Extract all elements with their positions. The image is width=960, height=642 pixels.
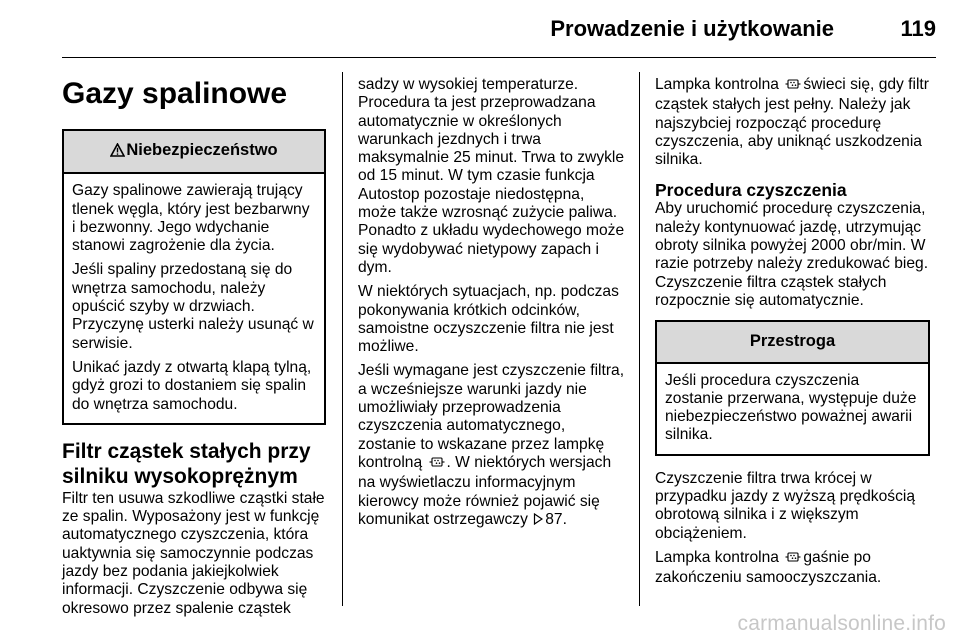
- column-3: [655, 76, 930, 594]
- header-rule: [62, 57, 936, 58]
- body-paragraph: [655, 76, 930, 169]
- warning-triangle-icon: [110, 143, 125, 161]
- body-paragraph: Aby uruchomić procedurę czyszczenia, należy kontynuować jazdę, utrzymując obroty silnika powyżej 2000 obr/min. W razie potrzeby należy zredukować bieg. Czyszczenie filtra cząstek stałych rozpocznie się automatycznie.: [655, 200, 929, 309]
- body-paragraph: [358, 362, 626, 530]
- danger-box: [62, 129, 326, 425]
- danger-paragraph: Jeśli spaliny przedostaną się do wnętrza samochodu, należy opuścić szyby w drzwiach. Przyczynę usterki należy usunąć w serwisie.: [72, 261, 314, 352]
- body-paragraph: [655, 549, 930, 588]
- page-number: 119: [900, 16, 936, 41]
- caution-box: [655, 320, 930, 455]
- body-text: gaśnie po zakończeniu samooczyszczania.: [655, 548, 882, 587]
- body-text: . W niektórych wersjach na wyświetlaczu informacyjnym kierowcy może również pojawić się komunikat ostrzegawczy: [358, 453, 612, 528]
- caution-text: Jeśli procedura czyszczenia zostanie przerwana, występuje duże niebezpieczeństwo poważnej awarii silnika.: [665, 371, 917, 444]
- page-reference[interactable]: 87.: [545, 510, 567, 528]
- body-paragraph: Czyszczenie filtra trwa krócej w przypadku jazdy z wyższą prędkością obrotową silnika i z większym obciążeniem.: [655, 469, 916, 542]
- section-title: Gazy spalinowe: [62, 77, 288, 110]
- diesel-particle-filter-lamp-icon: [785, 77, 801, 96]
- subheading: Procedura czyszczenia: [655, 180, 847, 201]
- column-divider-1: [342, 72, 343, 606]
- page-reference-arrow-icon: [533, 512, 543, 530]
- diesel-particle-filter-lamp-icon: [429, 455, 445, 474]
- caution-box-header: Przestroga: [657, 322, 928, 363]
- body-paragraph: sadzy w wysokiej temperaturze. Procedura ta jest przeprowadzana automatycznie w określonych warunkach jezdnych i trwa maksymalnie 25 minut. Trwa to zwykle od 15 minut. W tym czasie funkcja Autostop pozostaje niedostępna, może także wzrosnąć zużycie paliwa. Ponadto z układu wydechowego może się wydobywać nietypowy zapach i dym.: [358, 76, 625, 276]
- danger-box-body: [64, 174, 324, 423]
- body-paragraph: Filtr ten usuwa szkodliwe cząstki stałe ze spalin. Wyposażony jest w funkcję automatycznego czyszczenia, która uaktywnia się samoczynnie podczas jazdy bez podania jakiejkolwiek informacji. Czyszczenie odbywa się okresowo przez spalenie cząstek: [62, 489, 325, 617]
- danger-box-title: Niebezpieczeństwo: [126, 141, 278, 159]
- danger-paragraph: Gazy spalinowe zawierają trujący tlenek węgla, który jest bezbarwny i bezwonny. Jego wdychanie stanowi zagrożenie dla życia.: [72, 182, 310, 255]
- column-divider-2: [639, 72, 640, 606]
- body-text: Lampka kontrolna: [655, 548, 779, 566]
- body-paragraph: W niektórych sytuacjach, np. podczas pokonywania krótkich odcinków, samoistne oczyszczenie filtra nie jest możliwe.: [358, 283, 619, 356]
- subsection-title: Filtr cząstek stałych przy silniku wysokoprężnym: [62, 439, 311, 488]
- body-text: Lampka kontrolna: [655, 76, 779, 93]
- body-text: świeci się, gdy filtr cząstek stałych jest pełny. Należy jak najszybciej rozpocząć procedurę czyszczenia, aby uniknąć uszkodzenia silnika.: [655, 76, 929, 169]
- body-text: Jeśli wymagane jest czyszczenie filtra, a wcześniejsze warunki jazdy nie umożliwiały przeprowadzenia czyszczenia automatycznego, zostanie to wskazane przez lampkę kontrolną: [358, 362, 625, 471]
- watermark: carmanualsonline.info: [737, 612, 946, 635]
- danger-box-header: [64, 131, 324, 174]
- header-title: Prowadzenie i użytkowanie: [550, 16, 834, 41]
- caution-box-body: [657, 364, 928, 454]
- diesel-particle-filter-lamp-icon: [785, 550, 801, 569]
- column-1: [62, 76, 326, 624]
- danger-paragraph: Unikać jazdy z otwartą klapą tylną, gdyż grozi to dostaniem się spalin do wnętrza samochodu.: [72, 358, 312, 413]
- column-2: [358, 76, 626, 536]
